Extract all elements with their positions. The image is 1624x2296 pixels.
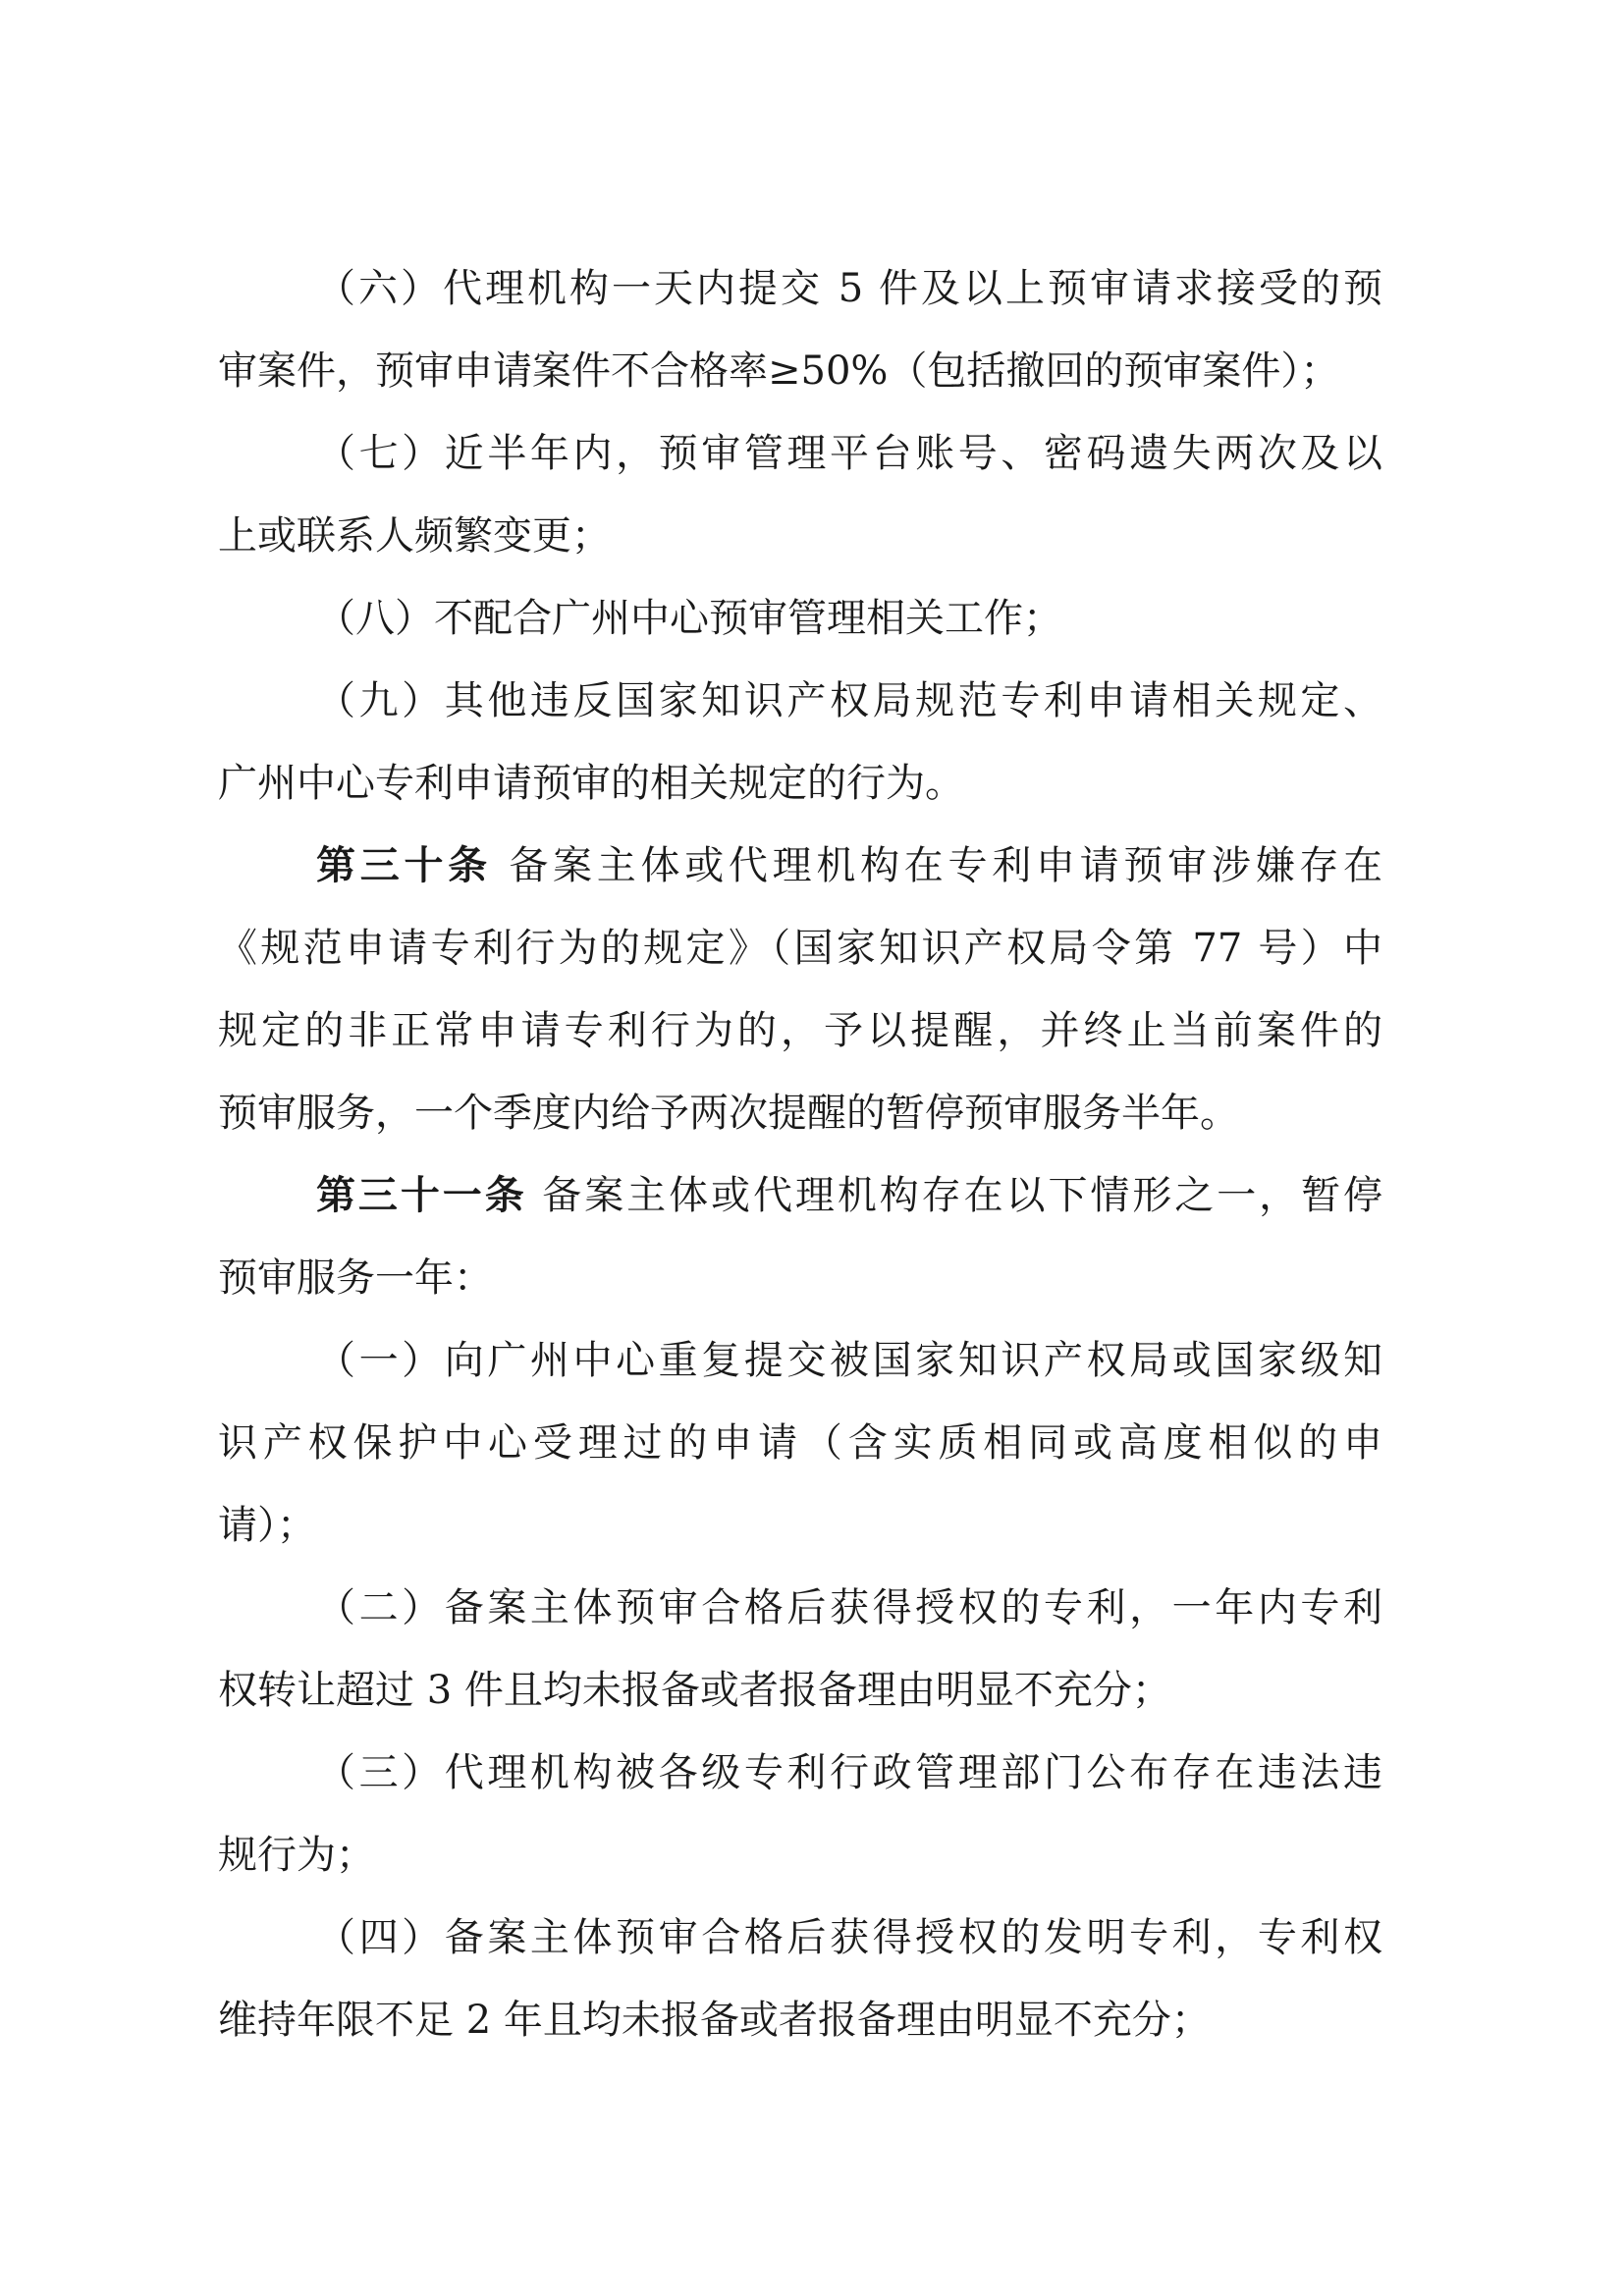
paragraph-item-6-line-2: 审案件，预审申请案件不合格率≥50%（包括撤回的预审案件）； [218,348,1340,394]
article-31-item-3-line-2: 规行为； [218,1833,375,1878]
article-30-line-4: 预审服务，一个季度内给予两次提醒的暂停预审服务半年。 [218,1091,1239,1136]
article-31-item-4-line-1: （四）备案主体预审合格后获得授权的发明专利，专利权 [316,1915,1382,1960]
article-31-item-2-line-2: 权转让超过 3 件且均未报备或者报备理由明显不充分； [218,1668,1171,1713]
paragraph-item-9-line-1: （九）其他违反国家知识产权局规范专利申请相关规定、 [316,678,1382,723]
article-31-item-1-line-2: 识产权保护中心受理过的申请（含实质相同或高度相似的申 [218,1420,1382,1466]
paragraph-item-7-line-1: （七）近半年内，预审管理平台账号、密码遗失两次及以 [316,431,1382,476]
article-31-item-4-line-2: 维持年限不足 2 年且均未报备或者报备理由明显不充分； [218,1998,1211,2043]
article-30-line-1-text: 备案主体或代理机构在专利申请预审涉嫌存在 [491,843,1383,888]
article-30-line-1 [316,842,1382,889]
paragraph-item-8-line-1: （八）不配合广州中心预审管理相关工作； [316,596,1062,641]
paragraph-item-7-line-2: 上或联系人频繁变更； [218,513,611,559]
article-31-line-1-text: 备案主体或代理机构存在以下情形之一，暂停 [526,1173,1382,1218]
article-31-item-1-line-3: 请）； [218,1503,316,1548]
article-30-line-3: 规定的非正常申请专利行为的，予以提醒，并终止当前案件的 [218,1008,1382,1053]
paragraph-item-9-line-2: 广州中心专利申请预审的相关规定的行为。 [218,761,964,806]
article-31-item-2-line-1: （二）备案主体预审合格后获得授权的专利，一年内专利 [316,1585,1382,1630]
article-31-heading: 第三十一条 [316,1173,527,1218]
paragraph-item-6-line-1: （六）代理机构一天内提交 5 件及以上预审请求接受的预 [316,266,1382,311]
article-31-item-1-line-1: （一）向广州中心重复提交被国家知识产权局或国家级知 [316,1338,1382,1383]
article-30-heading: 第三十条 [316,843,492,888]
article-31-line-1 [316,1172,1382,1219]
article-31-line-2: 预审服务一年： [218,1255,493,1301]
article-30-line-2: 《规范申请专利行为的规定》（国家知识产权局令第 77 号）中 [218,926,1382,971]
article-31-item-3-line-1: （三）代理机构被各级专利行政管理部门公布存在违法违 [316,1750,1382,1795]
